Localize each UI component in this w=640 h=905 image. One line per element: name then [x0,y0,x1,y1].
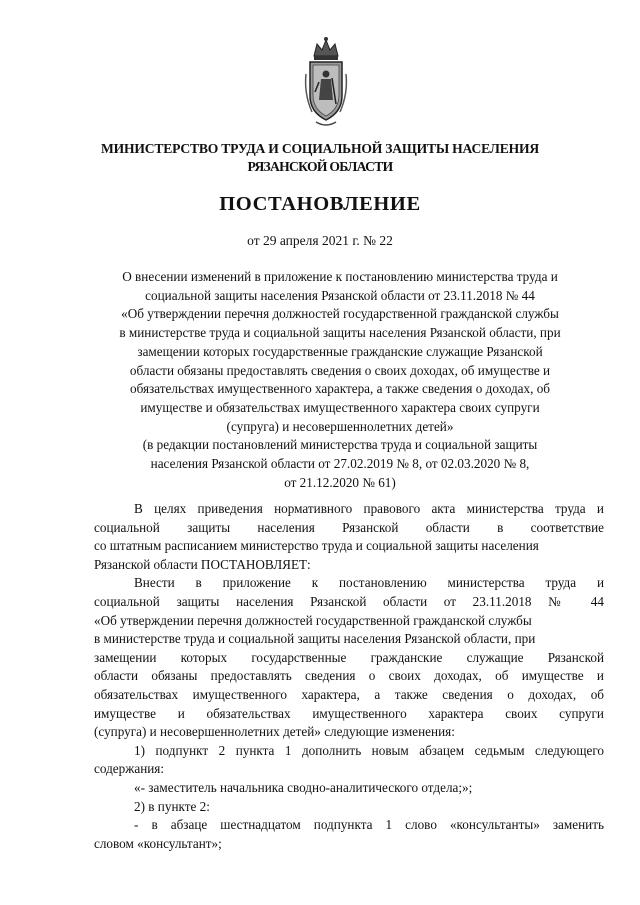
ministry-name-line2: РЯЗАНСКОЙ ОБЛАСТИ [247,159,393,174]
body-line: «Об утверждении перечня должностей государственной гражданской службы [94,612,532,628]
title-line: О внесении изменений в приложение к постановлению министерства труда и [122,269,558,284]
title-line: замещении которых государственные гражданские служащие Рязанской [137,343,543,359]
body-line: - в абзаце шестнадцатом подпункта 1 слово «консультанты» заменить [134,817,604,833]
body-line: области обязаны предоставлять сведения о своих доходах, об имуществе и [94,668,604,684]
title-line: населения Рязанской области от 27.02.2019 № 8, от 02.03.2020 № 8, [150,456,530,472]
body-line: социальной защиты населения Рязанской области в соответствие [94,519,604,535]
body-line: (супруга) и несовершеннолетних детей» следующие изменения: [94,724,455,740]
title-line: (в редакции постановлений министерства труда и социальной защиты [142,437,538,453]
body-line: замещении которых государственные гражданские служащие Рязанской [94,649,604,665]
ministry-name-line1: МИНИСТЕРСТВО ТРУДА И СОЦИАЛЬНОЙ ЗАЩИТЫ НАСЕЛЕНИЯ [101,141,539,156]
document-title [90,268,590,492]
body-line: Внести в приложение к постановлению министерства труда и [134,575,604,591]
title-line: «Об утверждении перечня должностей государственной гражданской службы [121,306,559,322]
body-line: словом «консультант»; [94,835,222,851]
body-line: В целях приведения нормативного правового акта министерства труда и [134,501,604,516]
body-line: обязательствах имущественного характера, а также сведения о доходах, об [94,686,604,702]
body-line: содержания: [94,761,165,777]
body-line: 2) в пункте 2: [134,798,210,814]
title-line: социальной защиты населения Рязанской области от 23.11.2018 № 44 [145,287,535,303]
document-body [94,500,604,853]
title-line: от 21.12.2020 № 61) [284,474,396,490]
body-line: в министерстве труда и социальной защиты населения Рязанской области, при [94,631,536,647]
document-type-heading: ПОСТАНОВЛЕНИЕ [219,193,421,215]
document-date-number: от 29 апреля 2021 г. № 22 [247,233,393,248]
body-line: имуществе и обязательствах имущественного характера своих супруги [94,705,604,721]
title-line: обязательствах имущественного характера, а также сведения о доходах, об [130,381,550,397]
body-line: со штатным расписанием министерство труда и социальной защиты населения [94,538,539,554]
body-line: Рязанской области ПОСТАНОВЛЯЕТ: [94,556,311,572]
title-line: имуществе и обязательствах имущественного характера своих супруги [140,399,540,415]
ryazan-coat-of-arms-icon [302,34,350,130]
body-line: «- заместитель начальника сводно-аналитического отдела;»; [134,779,473,795]
title-line: в министерстве труда и социальной защиты населения Рязанской области, при [119,325,561,341]
title-line: (супруга) и несовершеннолетних детей» [226,418,454,434]
title-line: области обязаны предоставлять сведения о своих доходах, об имуществе и [129,362,551,378]
body-line: 1) подпункт 2 пункта 1 дополнить новым абзацем седьмым следующего [134,742,604,758]
body-line: социальной защиты населения Рязанской области от 23.11.2018 № 44 [94,593,604,609]
